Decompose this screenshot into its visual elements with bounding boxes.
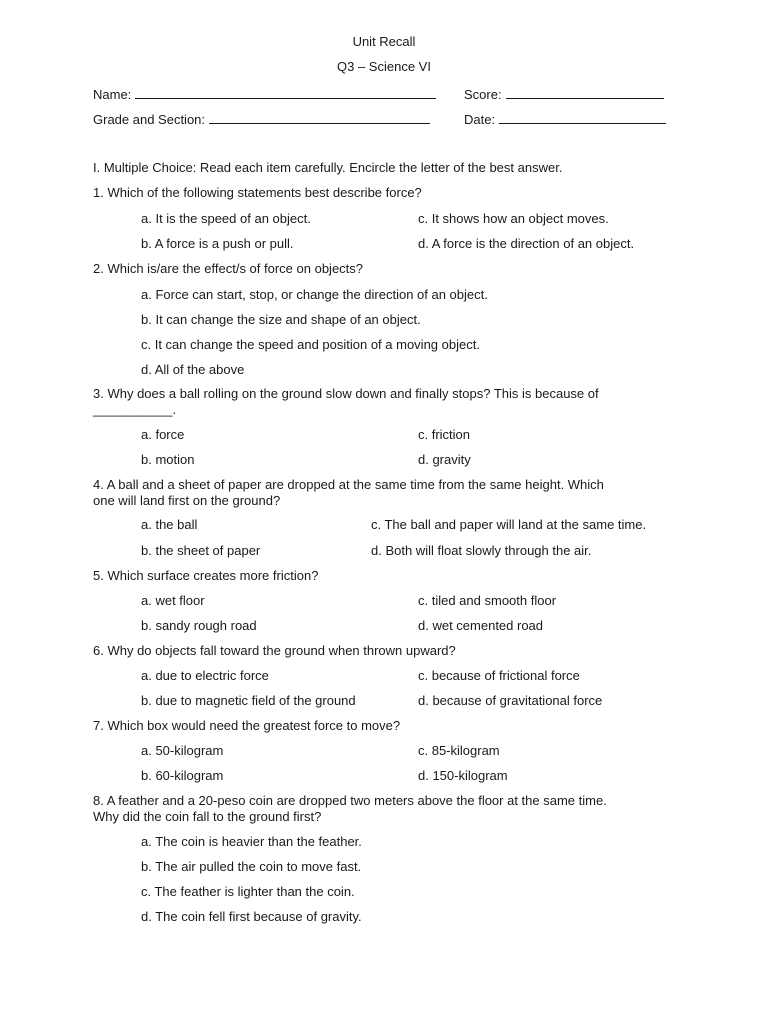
option-a[interactable]: a. the ball	[141, 517, 198, 532]
option-a[interactable]: a. Force can start, stop, or change the direction of an object.	[141, 287, 488, 302]
option-c[interactable]: c. It can change the speed and position of a moving object.	[141, 337, 480, 352]
option-b[interactable]: b. It can change the size and shape of an object.	[141, 312, 421, 327]
question-2	[93, 261, 673, 377]
question-text: 1. Which of the following statements best describe force?	[93, 185, 422, 200]
option-b[interactable]: b. 60-kilogram	[141, 768, 224, 783]
grade-section-label: Grade and Section:	[93, 112, 206, 127]
option-a[interactable]: a. The coin is heavier than the feather.	[141, 834, 362, 849]
option-a[interactable]: a. It is the speed of an object.	[141, 211, 311, 226]
score-blank-line[interactable]	[506, 85, 664, 99]
option-c[interactable]: c. friction	[418, 427, 471, 442]
question-text: 2. Which is/are the effect/s of force on objects?	[93, 261, 364, 276]
option-d[interactable]: d. All of the above	[141, 362, 245, 377]
date-field[interactable]	[464, 110, 666, 128]
option-d[interactable]: d. gravity	[418, 452, 471, 467]
option-a[interactable]: a. 50-kilogram	[141, 743, 224, 758]
option-d[interactable]: d. because of gravitational force	[418, 693, 603, 708]
question-4	[93, 477, 673, 558]
question-text-line-2: ___________.	[93, 402, 177, 417]
option-c[interactable]: c. It shows how an object moves.	[418, 211, 609, 226]
question-text: 5. Which surface creates more friction?	[93, 568, 319, 583]
worksheet-title: Unit Recall	[352, 34, 416, 49]
option-a[interactable]: a. due to electric force	[141, 668, 269, 683]
name-blank-line[interactable]	[135, 85, 436, 99]
option-b[interactable]: b. A force is a push or pull.	[141, 236, 294, 251]
option-d[interactable]: d. Both will float slowly through the air.	[371, 543, 592, 558]
question-1	[93, 185, 673, 251]
option-a[interactable]: a. force	[141, 427, 185, 442]
option-d[interactable]: d. 150-kilogram	[418, 768, 508, 783]
question-text: 6. Why do objects fall toward the ground when thrown upward?	[93, 643, 456, 658]
option-b[interactable]: b. the sheet of paper	[141, 543, 261, 558]
date-blank-line[interactable]	[499, 110, 666, 124]
option-c[interactable]: c. The feather is lighter than the coin.	[141, 884, 355, 899]
option-d[interactable]: d. The coin fell first because of gravity.	[141, 909, 362, 924]
option-b[interactable]: b. sandy rough road	[141, 618, 257, 633]
name-field[interactable]	[93, 85, 436, 103]
question-5	[93, 568, 673, 633]
option-b[interactable]: b. The air pulled the coin to move fast.	[141, 859, 362, 874]
instructions: I. Multiple Choice: Read each item carefully. Encircle the letter of the best answer.	[93, 160, 563, 175]
grade-section-field[interactable]	[93, 110, 430, 128]
grade-section-blank-line[interactable]	[209, 110, 430, 124]
worksheet-subtitle: Q3 – Science VI	[337, 59, 431, 74]
option-b[interactable]: b. motion	[141, 452, 195, 467]
score-field[interactable]	[464, 85, 664, 103]
question-6	[93, 643, 673, 708]
date-label: Date:	[464, 112, 496, 127]
question-text-line-2: Why did the coin fall to the ground first?	[93, 809, 322, 824]
name-label: Name:	[93, 87, 132, 102]
option-c[interactable]: c. 85-kilogram	[418, 743, 500, 758]
option-c[interactable]: c. The ball and paper will land at the same time.	[371, 517, 647, 532]
question-text-line-1: 3. Why does a ball rolling on the ground slow down and finally stops? This is because of	[93, 386, 599, 401]
question-text-line-1: 4. A ball and a sheet of paper are dropped at the same time from the same height. Which	[93, 477, 604, 492]
question-8	[93, 793, 673, 924]
score-label: Score:	[464, 87, 502, 102]
question-3	[93, 386, 673, 467]
option-c[interactable]: c. because of frictional force	[418, 668, 580, 683]
option-d[interactable]: d. A force is the direction of an object.	[418, 236, 635, 251]
option-c[interactable]: c. tiled and smooth floor	[418, 593, 557, 608]
option-a[interactable]: a. wet floor	[141, 593, 205, 608]
question-text: 7. Which box would need the greatest force to move?	[93, 718, 401, 733]
question-text-line-2: one will land first on the ground?	[93, 493, 281, 508]
question-text-line-1: 8. A feather and a 20-peso coin are dropped two meters above the floor at the same time.	[93, 793, 607, 808]
option-d[interactable]: d. wet cemented road	[418, 618, 544, 633]
option-b[interactable]: b. due to magnetic field of the ground	[141, 693, 356, 708]
question-7	[93, 718, 673, 783]
